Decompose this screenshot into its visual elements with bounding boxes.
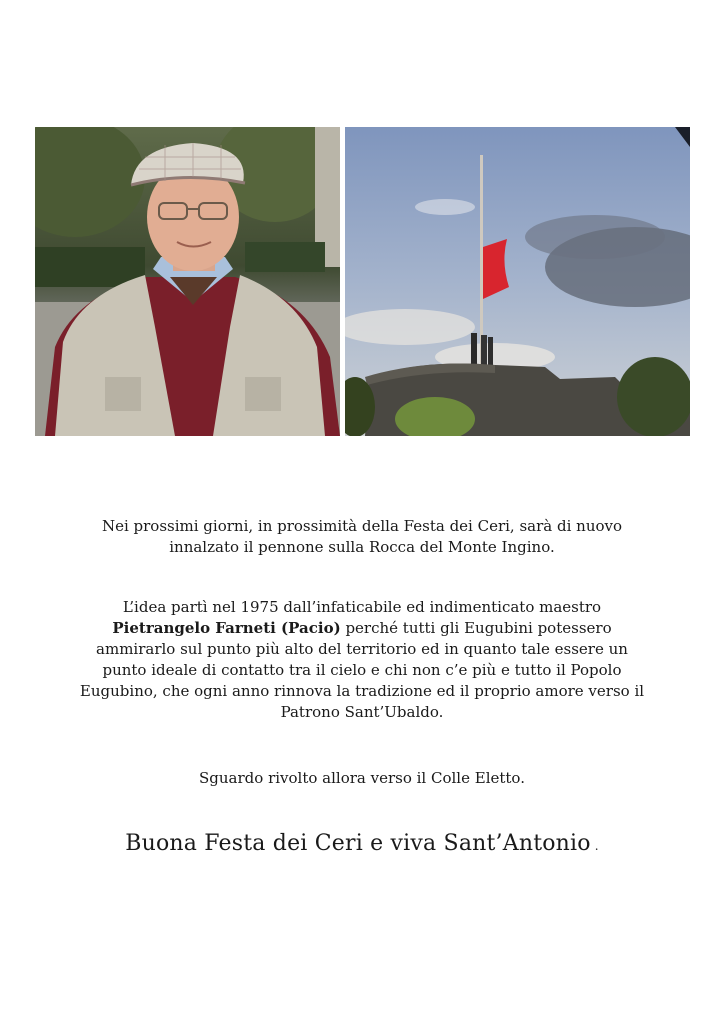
history-line-5: Eugubino, che ogni anno rinnova la tradizione ed il proprio amore verso il <box>79 682 645 700</box>
closing-text: Buona Festa dei Ceri e viva Sant’Antonio <box>125 831 591 856</box>
closing-greeting <box>40 829 684 861</box>
closing-trailing: . <box>590 839 599 853</box>
history-line-3: ammirarlo sul punto più alto del territorio ed in quanto tale essere un <box>96 640 628 658</box>
intro-line-2: innalzato il pennone sulla Rocca del Monte Ingino. <box>169 538 555 556</box>
history-line-2-rest: perché tutti gli Eugubini potessero <box>340 619 612 637</box>
intro-line-1: Nei prossimi giorni, in prossimità della Festa dei Ceri, sarà di nuovo <box>101 517 623 535</box>
gaze-paragraph <box>40 768 684 789</box>
portrait-photo <box>35 127 340 436</box>
history-line-6: Patrono Sant’Ubaldo. <box>280 703 444 721</box>
portrait-image <box>35 127 340 436</box>
fortress-image <box>345 127 690 436</box>
history-line-2 <box>40 618 684 639</box>
fortress-flagpole-photo <box>345 127 690 436</box>
history-line-1: L’idea partì nel 1975 dall’infaticabile ed indimenticato maestro <box>122 598 602 616</box>
history-line-4: punto ideale di contatto tra il cielo e chi non c’e più e tutto il Popolo <box>102 661 622 679</box>
founder-name: Pietrangelo Farneti (Pacio) <box>112 619 341 637</box>
gaze-line-1: Sguardo rivolto allora verso il Colle Eletto. <box>199 769 525 787</box>
history-paragraph <box>40 597 684 723</box>
intro-paragraph <box>40 516 684 558</box>
